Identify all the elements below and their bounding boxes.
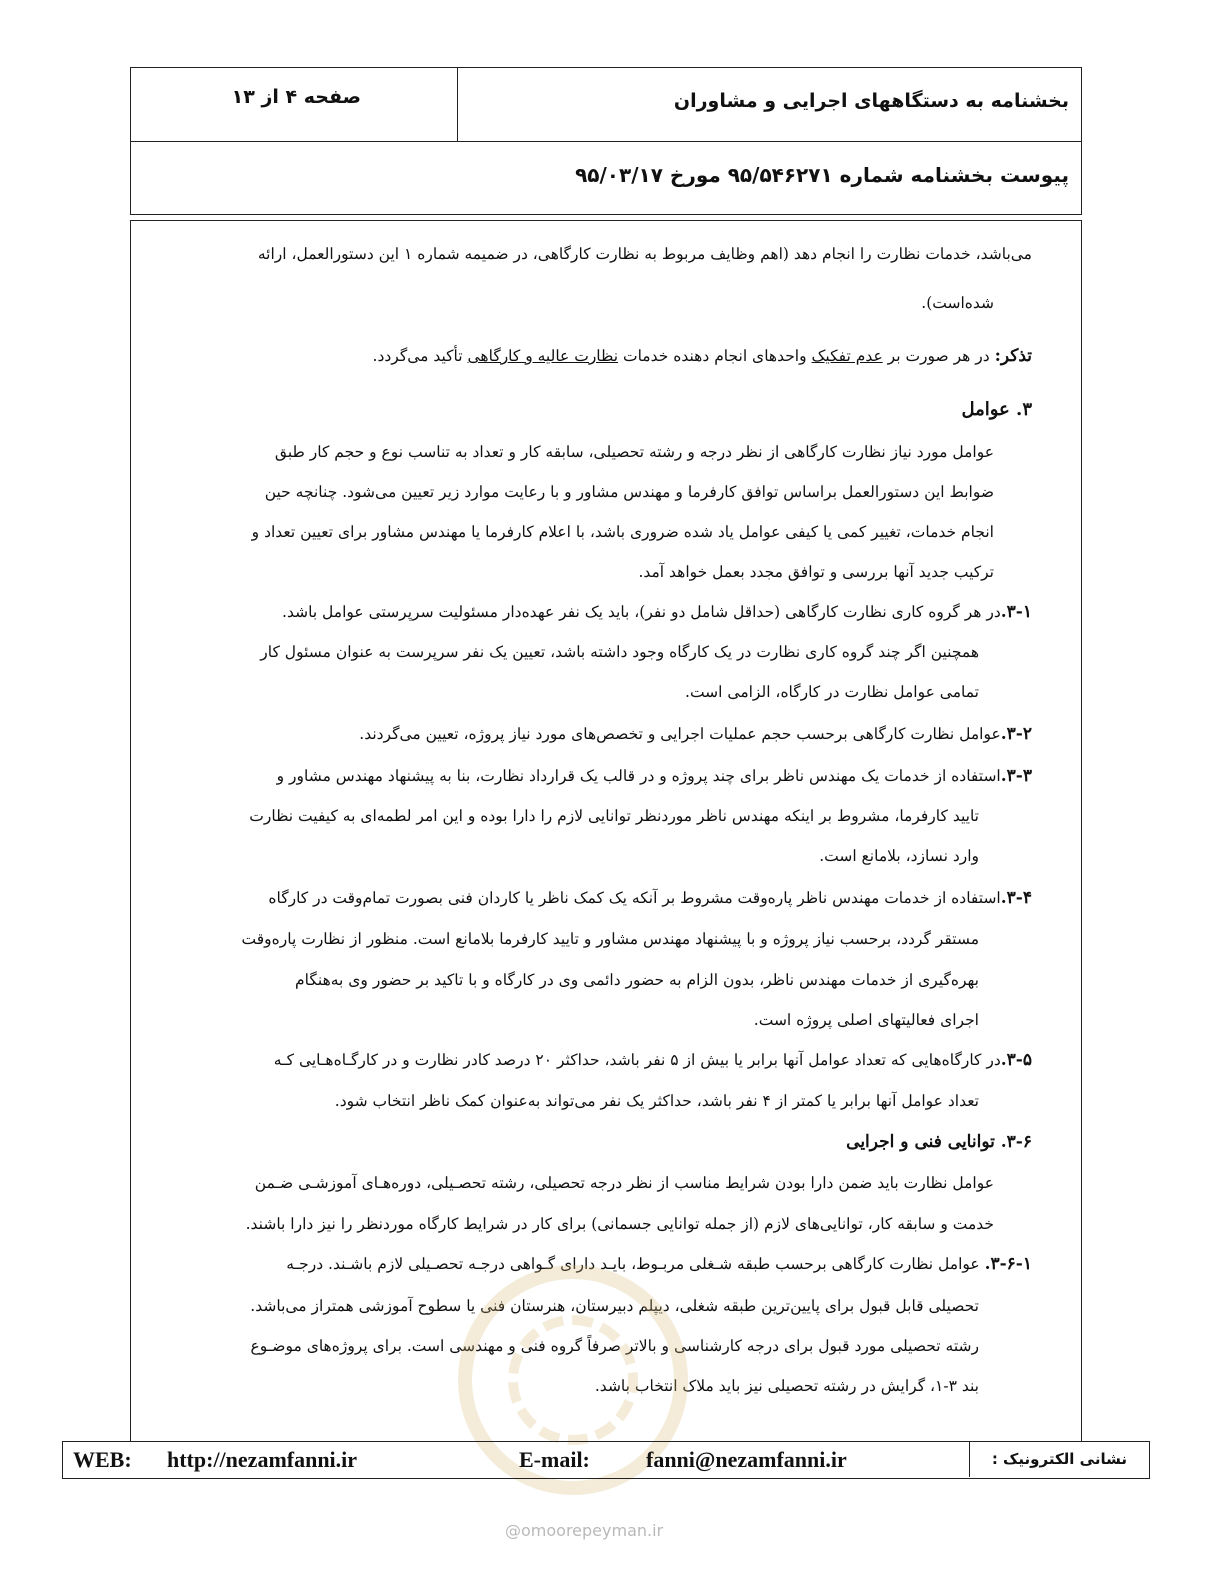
item-3-2-text-1: عوامل نظارت کارگاهی برحسب حجم عملیات اجرایی و تخصص‌های مورد نیاز پروژه، تعیین می‌گردند.	[359, 725, 1001, 743]
email-link[interactable]: fanni@nezamfanni.ir	[646, 1447, 847, 1472]
item-3-6-1-line-3: رشته تحصیلی مورد قبول برای درجه کارشناسی و بالاتر صرفاً گروه فنی و مهندسی است. برای پروژه‌های موضـوع	[250, 1337, 979, 1355]
intro-line-1: می‌باشد، خدمات نظارت را انجام دهد (اهم وظایف مربوط به نظارت کارگاهی، در ضمیمه شماره ۱ این دستورالعمل، ارائه	[257, 245, 1032, 263]
item-3-6-1-text-1: عوامل نظارت کارگاهی برحسب طبقه شـغلی مربـوط، بایـد دارای گـواهی درجـه تحصـیلی لازم باشـند. درجـه	[286, 1255, 985, 1273]
item-3-4-number: ۳-۴.	[1000, 888, 1032, 908]
footer-contact-bar	[62, 1441, 1150, 1479]
item-3-1-number: ۳-۱.	[1000, 602, 1032, 622]
item-3-1-line-3: تمامی عوامل نظارت در کارگاه، الزامی است.	[685, 683, 979, 701]
item-3-1-line-1	[282, 602, 1032, 622]
email-label: E-mail:	[519, 1447, 590, 1472]
note-text-2: واحدهای انجام دهنده خدمات	[618, 347, 812, 365]
note-underline-2: نظارت عالیه و کارگاهی	[467, 347, 619, 365]
footer-label: نشانی الکترونیک :	[991, 1450, 1127, 1468]
section-3-6-line-2: خدمت و سابقه کار، توانایی‌های لازم (از جمله توانایی جسمانی) برای کار در شرایط کارگاه موردنظر را نیز دارا باشند.	[245, 1215, 994, 1233]
document-title: بخشنامه به دستگاههای اجرایی و مشاوران	[673, 90, 1069, 112]
item-3-5-line-1	[274, 1050, 1032, 1070]
item-3-3-number: ۳-۳.	[1000, 766, 1032, 786]
note-paragraph	[373, 346, 1032, 366]
section-3-line-2: ضوابط این دستورالعمل براساس توافق کارفرما و مهندس مشاور و با رعایت موارد زیر تعیین می‌شود. چنانچه حین	[264, 483, 994, 501]
item-3-4-line-4: اجرای فعالیتهای اصلی پروژه است.	[753, 1011, 979, 1029]
web-link[interactable]: http://nezamfanni.ir	[167, 1447, 358, 1472]
note-underline-1: عدم تفکیک	[811, 347, 883, 365]
item-3-3-line-2: تایید کارفرما، مشروط بر اینکه مهندس ناظر موردنظر توانایی لازم را دارا بوده و این امر لطمه‌ای به کیفیت نظارت	[249, 807, 979, 825]
section-3-6-heading: ۳-۶. توانایی فنی و اجرایی	[846, 1132, 1032, 1152]
header-title-cell	[457, 68, 1081, 141]
item-3-3-text-1: استفاده از خدمات یک مهندس ناظر برای چند پروژه و در قالب یک قرارداد نظارت، بنا به پیشنهاد مهندس مشاور و	[276, 767, 1001, 785]
item-3-1-text-1: در هر گروه کاری نظارت کارگاهی (حداقل شامل دو نفر)، باید یک نفر عهده‌دار مسئولیت سرپرستی عوامل باشد.	[282, 603, 1001, 621]
item-3-5-line-2: تعداد عوامل آنها برابر یا کمتر از ۴ نفر باشد، حداکثر یک نفر می‌تواند به‌عنوان کمک ناظر انتخاب شود.	[334, 1092, 979, 1110]
item-3-3-line-3: وارد نسازد، بلامانع است.	[819, 847, 979, 865]
web-label: WEB:	[73, 1447, 132, 1472]
watermark-gear-icon	[508, 1315, 638, 1445]
section-3-line-1: عوامل مورد نیاز نظارت کارگاهی از نظر درجه و رشته تحصیلی، سابقه کار و تعداد به تناسب نوع و حجم کار طبق	[274, 443, 994, 461]
item-3-6-1-line-2: تحصیلی قابل قبول برای پایین‌ترین طبقه شغلی، دیپلم دبیرستان، هنرستان فنی یا سطوح آموزشی همتراز می‌باشد.	[250, 1297, 979, 1315]
item-3-2-line-1	[359, 724, 1032, 744]
item-3-6-1-line-1	[286, 1254, 1032, 1274]
item-3-6-1-line-4: بند ۳-۱، گرایش در رشته تحصیلی نیز باید ملاک انتخاب باشد.	[594, 1377, 979, 1395]
section-3-heading: ۳. عوامل	[961, 399, 1032, 420]
section-3-line-3: انجام خدمات، تغییر کمی یا کیفی عوامل یاد شده ضروری باشد، با اعلام کارفرما یا مهندس مشاور برای تعیین تعداد و	[251, 523, 994, 541]
item-3-5-text-1: در کارگاه‌هایی که تعداد عوامل آنها برابر یا بیش از ۵ نفر باشد، حداکثر ۲۰ درصد کادر نظارت و در کارگـاه‌هـایی کـه	[273, 1051, 1001, 1069]
item-3-4-line-1	[268, 888, 1032, 908]
header-row-2	[131, 141, 1081, 214]
item-3-4-line-3: بهره‌گیری از خدمات مهندس ناظر، بدون الزام به حضور دائمی وی در کارگاه و با تاکید بر حضور وی به‌هنگام	[295, 971, 979, 989]
footer-label-cell	[969, 1442, 1149, 1477]
header-table	[130, 67, 1082, 215]
item-3-6-1-number: ۳-۶-۱.	[984, 1254, 1032, 1274]
note-text-3: تأکید می‌گردد.	[372, 347, 468, 365]
item-3-4-text-1: استفاده از خدمات مهندس ناظر پاره‌وقت مشروط بر آنکه یک کمک ناظر یا کاردان فنی بصورت تمام‌وقت در کارگاه	[268, 889, 1001, 907]
item-3-5-number: ۳-۵.	[1000, 1050, 1032, 1070]
item-3-1-line-2: همچنین اگر چند گروه کاری نظارت در یک کارگاه وجود داشته باشد، تعیین یک نفر سرپرست به عنوان مسئول کار	[260, 643, 979, 661]
header-row-1	[131, 68, 1081, 142]
note-label: تذکر:	[994, 346, 1032, 366]
page-number: صفحه ۴ از ۱۳	[231, 86, 361, 108]
attachment-reference: پیوست بخشنامه شماره ۹۵/۵۴۶۲۷۱ مورخ ۹۵/۰۳/۱۷	[575, 163, 1069, 187]
header-page-cell	[131, 68, 457, 141]
item-3-3-line-1	[277, 766, 1032, 786]
item-3-4-line-2: مستقر گردد، برحسب نیاز پروژه و با پیشنهاد مهندس مشاور و تایید کارفرما بلامانع است. منظور از نظارت پاره‌وقت	[241, 930, 979, 948]
section-3-6-line-1: عوامل نظارت باید ضمن دارا بودن شرایط مناسب از نظر درجه تحصیلی، رشته تحصـیلی، دوره‌هـای آموزشـی ضـمن	[254, 1174, 994, 1192]
item-3-2-number: ۳-۲.	[1000, 724, 1032, 744]
site-watermark-text: @omoorepeyman.ir	[505, 1521, 664, 1540]
section-3-line-4: ترکیب جدید آنها بررسی و توافق مجدد بعمل خواهد آمد.	[638, 563, 994, 581]
note-text-1: در هر صورت بر	[882, 347, 995, 365]
intro-line-2: شده‌است).	[921, 294, 994, 312]
